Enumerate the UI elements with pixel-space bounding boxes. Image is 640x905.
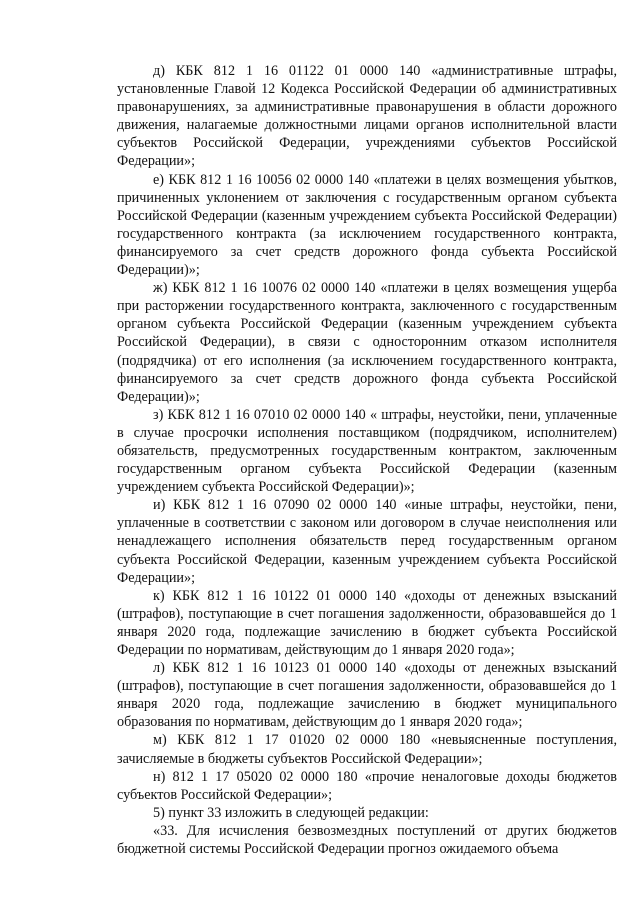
paragraph-z: з) КБК 812 1 16 07010 02 0000 140 « штрафы, неустойки, пени, уплаченные в случае просрочки исполнения поставщиком (подрядчиком, исполнителем) обязательств, предусмотренных государственным контрактом, заключенным государственным органом субъекта Российской Федерации (казенным учреждением субъекта Российской Федерации)»;: [117, 406, 617, 496]
paragraph-e: е) КБК 812 1 16 10056 02 0000 140 «платежи в целях возмещения убытков, причиненных уклонением от заключения с государственным органом субъекта Российской Федерации (казенным учреждением субъекта Российской Федерации) государственного контракта (за исключением государственного контракта, финансируемого за счет средств дорожного фонда субъекта Российской Федерации)»;: [117, 171, 617, 279]
paragraph-n: н) 812 1 17 05020 02 0000 180 «прочие неналоговые доходы бюджетов субъектов Российской Федерации»;: [117, 768, 617, 803]
document-body: [117, 62, 617, 858]
paragraph-zh: ж) КБК 812 1 16 10076 02 0000 140 «платежи в целях возмещения ущерба при расторжении государственного контракта, заключенного с государственным органом субъекта Российской Федерации (казенным учреждением субъекта Российской Федерации), в связи с односторонним отказом исполнителя (подрядчика) от его исполнения (за исключением государственного контракта, финансируемого за счет средств дорожного фонда субъекта Российской Федерации)»;: [117, 280, 617, 405]
paragraph-item-5: 5) пункт 33 изложить в следующей редакции:: [153, 804, 429, 821]
paragraph-d: д) КБК 812 1 16 01122 01 0000 140 «административные штрафы, установленные Главой 12 Кодекса Российской Федерации об административных правонарушениях, за административные правонарушения в области дорожного движения, налагаемые должностными лицами органов исполнительной власти субъектов Российской Федерации, учреждениями субъектов Российской Федерации»;: [117, 63, 617, 170]
paragraph-m: м) КБК 812 1 17 01020 02 0000 180 «невыясненные поступления, зачисляемые в бюджеты субъектов Российской Федерации»;: [117, 732, 617, 767]
paragraph-k: к) КБК 812 1 16 10122 01 0000 140 «доходы от денежных взысканий (штрафов), поступающие в счет погашения задолженности, образовавшейся до 1 января 2020 года, подлежащие зачислению в бюджет субъекта Российской Федерации по нормативам, действующим до 1 января 2020 года»;: [117, 587, 617, 658]
paragraph-l: л) КБК 812 1 16 10123 01 0000 140 «доходы от денежных взысканий (штрафов), поступающие в счет погашения задолженности, образовавшейся до 1 января 2020 года, подлежащие зачислению в бюджет муниципального образования по нормативам, действующим до 1 января 2020 года»;: [117, 660, 617, 731]
paragraph-i: и) КБК 812 1 16 07090 02 0000 140 «иные штрафы, неустойки, пени, уплаченные в соответствии с законом или договором в случае неисполнения или ненадлежащего исполнения обязательств перед государственным органом субъекта Российской Федерации, казенным учреждением субъекта Российской Федерации»;: [117, 497, 617, 586]
paragraph-clause-33: «33. Для исчисления безвозмездных поступлений от других бюджетов бюджетной системы Российской Федерации прогноз ожидаемого объема: [117, 822, 617, 858]
